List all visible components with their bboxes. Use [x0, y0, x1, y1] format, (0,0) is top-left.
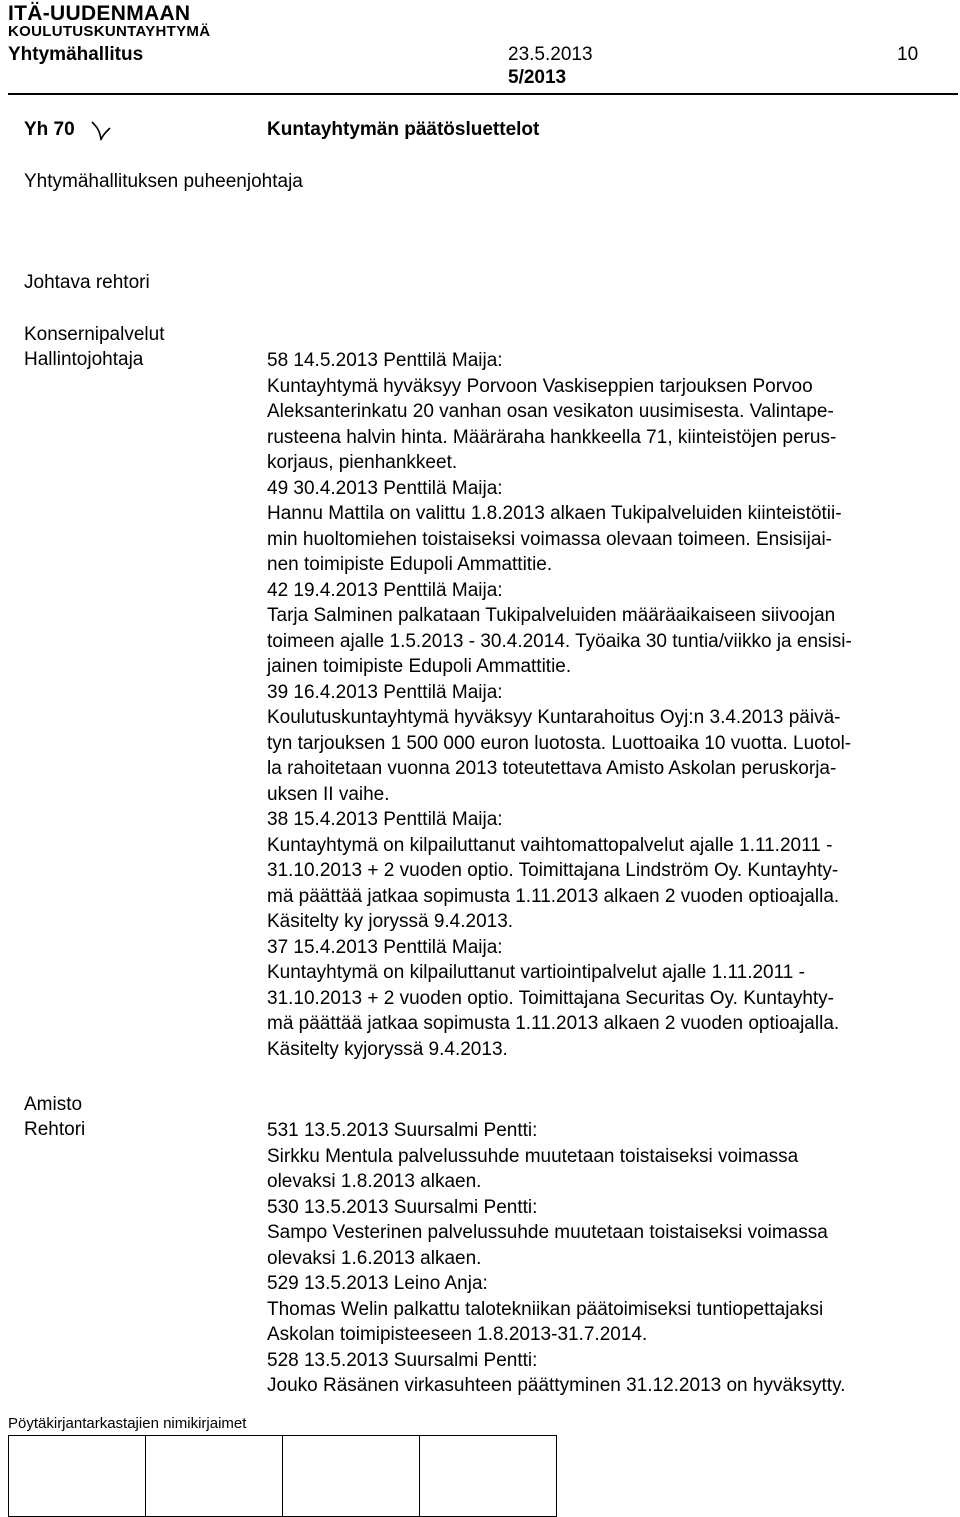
organization-name: ITÄ-UUDENMAAN [8, 2, 191, 25]
decision-item [267, 807, 957, 935]
meeting-number: 5/2013 [508, 67, 567, 88]
decision-line: Kuntayhtymä hyväksyy Porvoon Vaskiseppien tarjouksen Porvoo [267, 375, 813, 397]
decision-line: 42 19.4.2013 Penttilä Maija: [267, 579, 503, 601]
decision-line: 38 15.4.2013 Penttilä Maija: [267, 809, 503, 830]
decision-line: tyn tarjouksen 1 500 000 euron luotosta. Luottoaika 10 vuotta. Luotol- [267, 732, 852, 754]
decision-line: Kuntayhtymä on kilpailuttanut vartiointipalvelut ajalle 1.11.2011 - [267, 962, 805, 983]
decision-line: la rahoitetaan vuonna 2013 toteutettava Amisto Askolan peruskorja- [267, 758, 837, 779]
decision-line: 529 13.5.2013 Leino Anja: [267, 1273, 488, 1294]
decision-item [267, 578, 957, 680]
decision-line: 528 13.5.2013 Suursalmi Pentti: [267, 1349, 538, 1371]
decision-line: mä päättää jatkaa sopimusta 1.11.2013 alkaen 2 vuoden optioajalla. [267, 885, 840, 907]
decision-line: uksen II vaihe. [267, 783, 390, 805]
decision-line: Käsitelty kyjoryssä 9.4.2013. [267, 1038, 508, 1060]
decision-line: 49 30.4.2013 Penttilä Maija: [267, 477, 503, 499]
body-name: Yhtymähallitus [8, 44, 144, 65]
label-rector: Rehtori [24, 1119, 86, 1140]
decision-line: 31.10.2013 + 2 vuoden optio. Toimittajana Lindström Oy. Kuntayhty- [267, 860, 839, 881]
decision-line: Käsitelty ky joryssä 9.4.2013. [267, 911, 514, 932]
decision-line: Sampo Vesterinen palvelussuhde muutetaan toistaiseksi voimassa [267, 1222, 828, 1243]
section-number: Yh 70 [24, 119, 75, 140]
meeting-date: 23.5.2013 [508, 44, 593, 65]
decision-line: 530 13.5.2013 Suursalmi Pentti: [267, 1196, 538, 1218]
decision-item [267, 1348, 957, 1399]
section-title: Kuntayhtymän päätösluettelot [267, 119, 540, 140]
decision-list-admin [267, 348, 957, 1062]
label-amisto: Amisto [24, 1094, 83, 1115]
decision-item [267, 680, 957, 808]
decision-line: Jouko Räsänen virkasuhteen päättyminen 31.12.2013 on hyväksytty. [267, 1375, 846, 1396]
signature-table [8, 1435, 557, 1517]
decision-line: olevaksi 1.8.2013 alkaen. [267, 1171, 482, 1192]
organization-subtitle: KOULUTUSKUNTAYHTYMÄ [8, 23, 211, 40]
label-admin-director: Hallintojohtaja [24, 349, 144, 370]
decision-line: Hannu Mattila on valittu 1.8.2013 alkaen Tukipalveluiden kiinteistötii- [267, 503, 842, 524]
decision-item [267, 348, 957, 476]
decision-line: nen toimipiste Edupoli Ammattitie. [267, 554, 553, 575]
header-divider [8, 93, 958, 95]
page-number: 10 [897, 44, 919, 65]
decision-line: jainen toimipiste Edupoli Ammattitie. [267, 656, 572, 677]
decision-line: Sirkku Mentula palvelussuhde muutetaan toistaiseksi voimassa [267, 1145, 799, 1167]
decision-line: 31.10.2013 + 2 vuoden optio. Toimittajana Securitas Oy. Kuntayhty- [267, 987, 835, 1009]
decision-line: Askolan toimipisteeseen 1.8.2013-31.7.2014. [267, 1324, 648, 1345]
decision-line: Aleksanterinkatu 20 vanhan osan vesikaton uusimisesta. Valintape- [267, 401, 834, 422]
decision-list-amisto [267, 1118, 957, 1399]
decision-line: 58 14.5.2013 Penttilä Maija: [267, 350, 503, 371]
signature-box [420, 1436, 557, 1517]
decision-line: Thomas Welin palkattu talotekniikan päätoimiseksi tuntiopettajaksi [267, 1298, 824, 1320]
decision-item [267, 1271, 957, 1348]
signature-box [9, 1436, 146, 1517]
section-sign-icon [90, 120, 112, 144]
decision-item [267, 935, 957, 1063]
decision-line: 39 16.4.2013 Penttilä Maija: [267, 681, 503, 703]
decision-item [267, 476, 957, 578]
decision-item [267, 1118, 957, 1195]
decision-line: Kuntayhtymä on kilpailuttanut vaihtomattopalvelut ajalle 1.11.2011 - [267, 834, 833, 856]
footer-label: Pöytäkirjantarkastajien nimikirjaimet [8, 1415, 247, 1432]
label-chair: Yhtymähallituksen puheenjohtaja [24, 171, 303, 192]
decision-line: Koulutuskuntayhtymä hyväksyy Kuntarahoitus Oyj:n 3.4.2013 päivä- [267, 707, 841, 728]
decision-line: Tarja Salminen palkataan Tukipalveluiden määräaikaiseen siivoojan [267, 605, 836, 626]
label-corporate-services: Konsernipalvelut [24, 324, 165, 345]
decision-line: 37 15.4.2013 Penttilä Maija: [267, 936, 503, 958]
decision-line: 531 13.5.2013 Suursalmi Pentti: [267, 1120, 538, 1141]
decision-line: olevaksi 1.6.2013 alkaen. [267, 1247, 482, 1269]
decision-line: toimeen ajalle 1.5.2013 - 30.4.2014. Työaika 30 tuntia/viikko ja ensisi- [267, 630, 852, 652]
decision-line: mä päättää jatkaa sopimusta 1.11.2013 alkaen 2 vuoden optioajalla. [267, 1013, 840, 1034]
signature-box [146, 1436, 283, 1517]
decision-item [267, 1195, 957, 1272]
decision-line: rusteena halvin hinta. Määräraha hankkeella 71, kiinteistöjen perus- [267, 426, 837, 448]
label-lead-rector: Johtava rehtori [24, 272, 150, 293]
decision-line: min huoltomiehen toistaiseksi voimassa olevaan toimeen. Ensisijai- [267, 528, 832, 550]
signature-box [283, 1436, 420, 1517]
decision-line: korjaus, pienhankkeet. [267, 452, 458, 473]
